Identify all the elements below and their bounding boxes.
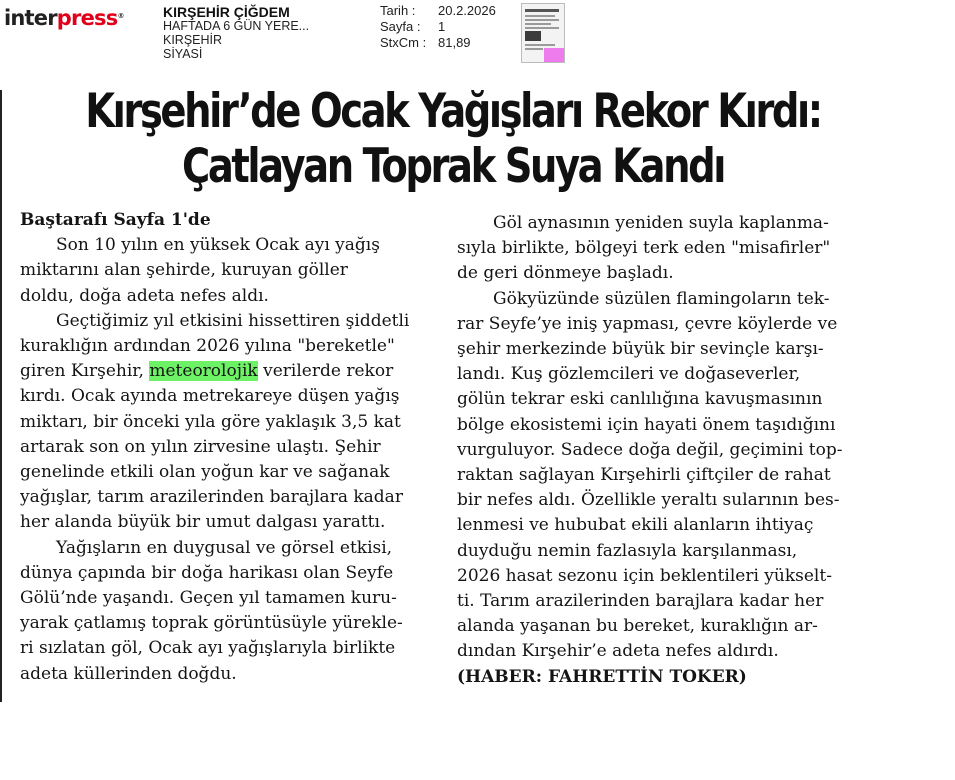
meta-value: 81,89 [438,35,471,50]
text-line: dünya çapında bir doğa harikası olan Seyfe [20,562,394,583]
text-line: doldu, doğa adeta nefes aldı. [20,285,269,306]
left-margin-rule [0,90,2,702]
article-column-left [20,208,440,687]
thumbnail-line [525,23,551,25]
text-line: şehir merkezinde büyük bir sevinçle karşı- [457,339,824,360]
publication-name: KIRŞEHİR ÇİĞDEM [163,4,290,20]
meta-label: Tarih : [380,3,416,18]
publication-category: SİYASİ [163,47,203,61]
meta-label: Sayfa : [380,19,421,34]
text-line: miktarı, bir önceki yıla göre yaklaşık 3,5 kat [20,411,401,432]
thumbnail-line [525,19,559,21]
meta-row-page [380,19,496,35]
meta-label: StxCm : [380,35,427,50]
text-line: adeta küllerinden doğdu. [20,663,237,684]
logo-registered-mark: ® [117,12,124,20]
text-line: de geri dönmeye başladı. [457,263,674,284]
headline-line-2: Çatlayan Toprak Suya Kandı [182,139,724,194]
text-line: gölün tekrar eski canlılığına kavuşmasının [457,389,823,410]
text-line: kırdı. Ocak ayında metrekareye düşen yağış [20,386,400,407]
text-line: duyduğu nemin fazlasıyla karşılanması, [457,540,798,561]
meta-value: 20.2.2026 [438,3,496,18]
article-headline [84,84,822,194]
text-line: yarak çatlamış toprak görüntüsüyle yürekle- [20,613,403,634]
text-line: Gökyüzünde süzülen flamingoların tek- [493,288,830,309]
text-line: raktan sağlayan Kırşehirli çiftçiler de rahat [457,465,831,486]
thumbnail-line [525,48,543,50]
logo-main-text: inter [4,6,57,30]
text-line: Yağışların en duygusal ve görsel etkisi, [56,537,393,558]
text-line: yağışlar, tarım arazilerinden barajlara kadar [20,487,403,508]
publication-city: KIRŞEHİR [163,33,223,47]
text-line: lenmesi ve hububat ekili alanların ihtiyaç [457,515,814,536]
meta-row-stxcm [380,35,496,51]
article-column-right [457,211,875,690]
text-line: 2026 hasat sezonu için beklentileri yükselt- [457,565,832,586]
text-line: bir nefes aldı. Özellikle yeraltı sularının bes- [457,490,840,511]
text-line: genelinde etkili olan yoğun kar ve sağanak [20,462,390,483]
text-line: bölge ekosistemi için hayati önem taşıdığını [457,414,836,435]
text-line: ti. Tarım arazilerinden barajlara kadar her [457,591,824,612]
thumbnail-clip-highlight [544,48,564,62]
text-line: Göl aynasının yeniden suyla kaplanma- [493,213,829,233]
text-line: ri sızlatan göl, Ocak ayı yağışlarıyla birlikte [20,638,396,659]
text-line: miktarını alan şehirde, kuruyan göller [20,260,348,281]
publication-frequency: HAFTADA 6 GÜN YERE... [163,19,310,33]
meta-value: 1 [438,19,446,34]
thumbnail-masthead [525,9,559,12]
text-line: vurguluyor. Sadece doğa değil, geçimini top- [457,439,843,460]
article-byline: (HABER: FAHRETTİN TOKER) [457,666,747,687]
logo-accent-text: press [56,6,118,30]
headline-line-1: Kırşehir’de Ocak Yağışları Rekor Kırdı: [85,84,821,139]
text-line: dından Kırşehir’e adeta nefes aldırdı. [457,641,779,662]
clipping-meta [380,3,496,51]
thumbnail-line [525,27,559,29]
text-line: alanda yaşanan bu bereket, kuraklığın ar- [457,616,818,637]
page-thumbnail[interactable] [521,3,565,63]
text-line: sıyla birlikte, bölgeyi terk eden "misafirler" [457,238,831,259]
thumbnail-line [525,15,555,17]
text-line-with-highlight [20,359,440,384]
text-line: Geçtiğimiz yıl etkisini hissettiren şiddetli [56,310,410,331]
highlighted-keyword[interactable]: meteorolojik [149,361,258,382]
thumbnail-photo [525,31,541,41]
text-line: kuraklığın ardından 2026 yılına "bereketle" [20,336,395,357]
interpress-logo [4,4,124,32]
text-line: Son 10 yılın en yüksek Ocak ayı yağış [56,235,380,256]
thumbnail-line [525,44,555,46]
publication-info [163,5,309,61]
text-segment: verilerde rekor [263,361,394,382]
text-line: her alanda büyük bir umut dalgası yarattı. [20,512,386,533]
text-line: landı. Kuş gözlemcileri ve doğaseverler, [457,364,801,385]
continuation-note: Baştarafı Sayfa 1'de [20,210,211,230]
text-line: rar Seyfe’ye iniş yapması, çevre köylerde ve [457,313,838,334]
text-line: artarak son on yılın zirvesine ulaştı. Şehir [20,436,381,457]
text-line: Gölü’nde yaşandı. Geçen yıl tamamen kuru- [20,588,397,609]
meta-row-date [380,3,496,19]
text-segment: giren Kırşehir, [20,361,144,382]
